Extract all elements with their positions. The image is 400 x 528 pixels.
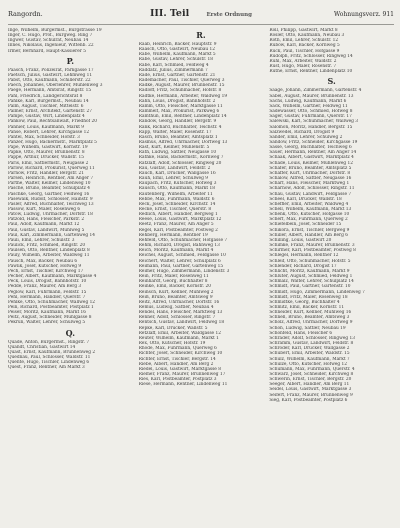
directory-entry: Ries, Karl, Postbeamter, Postplatz 3: [138, 377, 217, 383]
directory-entry: Rau, Gustav, Landwirt, Feldstr. 2: [138, 165, 211, 171]
directory-entry: Rentsch, Gustav, Landwirt, Feldweg 18: [138, 320, 225, 326]
directory-entry: Sager, Gustav, Fuhrmann, Querstr. 17: [269, 114, 352, 120]
directory-entry: Röll, Philipp, Gastwirt, Markt 8: [269, 28, 338, 33]
directory-entry: Rank, Richard, Buchhalter, Teichstr. 4: [138, 124, 222, 130]
directory-entry: Saage, Johann, Zimmermann, Gartenstr. 4: [269, 88, 362, 94]
directory-entry: Pahlke, Karl, Bürgermst., Neubau 14: [8, 98, 89, 104]
directory-entry: Richter, Ernst, Tischler, Bergstr. 14: [138, 356, 216, 362]
directory-entry: Sander, Emil, Lehrer, Schulweg 2: [269, 134, 343, 140]
directory-entry: Schiefelbein, Josef, Schneider 15: [269, 222, 342, 228]
directory-entry: Schilling, Louis, Gastwirt 20: [269, 237, 332, 243]
column-2: [139, 28, 264, 528]
directory-entry: Sabel, August, Maurer, Brunnenstr. 13: [269, 93, 354, 99]
directory-entry: Roth, Emil, Lehrer, Schulstr. 12: [269, 38, 339, 44]
directory-entry: Palmer, Ernst, Architekt, Gartenstr. 27: [8, 109, 93, 115]
directory-entry: Pätzold, Hans, Fleischer, Parkstr. 2: [8, 217, 85, 223]
directory-entry: Pecher, Albert, Kaufmann, Marktgasse 4: [8, 274, 97, 280]
directory-entry: Peitz, August, Schneider, Mühlgasse 8: [8, 315, 92, 321]
directory-entry: Rust, Hugo, Maler, Rosenstr. 7: [269, 64, 337, 70]
directory-entry: Parlow, Richard, Prokurist, Querweg 11: [8, 165, 95, 171]
directory-entry: Reinke, Emil, Bäcker, Kornstr. 20: [138, 284, 211, 290]
directory-entry: Pankow, Paul, Rechtsanwalt, Friedhof 20: [8, 119, 98, 125]
directory-entry: Rhode, Max, Fuhrmann, Querweg 6: [138, 346, 217, 352]
page-subtitle: Erste Ordnung: [206, 12, 253, 18]
directory-entry: Radloff, Fritz, Schuhmacher, Hofstr. 8: [138, 88, 222, 94]
directory-entry: Paege, Hermann, Amtsrat, Ringstr. 15: [8, 88, 92, 94]
directory-entry: Schmidt, Hugo, Zimmermann, Lindenweg 7: [269, 289, 365, 295]
directory-entry: Pehl, Hermann, Händler, Querstr. 7: [8, 294, 86, 300]
directory-entry: Riemer, Franz, Maurer, Brunnenweg 17: [138, 372, 226, 377]
directory-entry: Schlüter, August, Schmied, Feldweg 1: [269, 274, 353, 280]
directory-entry: Scharnow, Adolf, Schlosser, Ringstr. 11: [269, 186, 355, 192]
directory-entry: Schneider, Kurt, Kellner, Mühlweg 16: [269, 310, 352, 316]
directory-entry: Pasler, Alfred, Buchhalter, Teichweg 13: [8, 201, 94, 207]
directory-entry: Rauch, Karl, Drucker, Wallgasse 16: [138, 170, 216, 176]
directory-entry: Quade, Anton, Bürgermst., Ringstr. 7: [8, 339, 90, 345]
directory-entry: Schönfeld, Hans, Fleischer 6: [269, 330, 333, 336]
directory-entry: Pausch, Max, Bäcker, Neubau 6: [8, 258, 78, 264]
directory-entry: Rehberg, Hermann, Rentner 19: [138, 232, 208, 238]
directory-entry: Parsen, Heinrich, Rentner, Am Anger 7: [8, 176, 94, 182]
directory-entry: Raab, Heinrich, Bäcker, Hauptstr. 9: [138, 42, 217, 47]
directory-entry: Raasch, Otto, Gastwirt, Neubau 12: [138, 47, 216, 53]
directory-entry: Schikora, Ernst, Tischler, Bergweg 9: [269, 227, 350, 233]
directory-entry: Reich, Moritz, Kaufmann, Markt 4: [138, 248, 214, 254]
directory-entry: Reichert, Walter, Lehrer, Schulplatz 6: [138, 258, 221, 264]
directory-entry: Pape, Wilhelm, Gastwirt, Kornstr. 19: [8, 145, 88, 151]
directory-entry: Schmalz, Walter, Lehrer, Schulplatz 14: [269, 279, 354, 285]
directory-entry: Schmidtke, Georg, Buchhalter 4: [269, 299, 340, 305]
directory-entry: Schwarz, Josef, Schneider, Kirchweg 8: [269, 372, 354, 377]
directory-entry: Riese, Hermann, Rentner, Lindenweg 11: [138, 382, 228, 388]
directory-entry: Rasch, Bruno, Beamter, Amtsplatz 1: [138, 134, 218, 140]
directory-entry: Seeger, Albert, Händler, Am Berg 11: [269, 382, 350, 388]
directory-entry: Ruck, Paul, Tischler, Hofgasse 9: [269, 48, 340, 54]
directory-entry: Schade, Louis, Kellner, Mühlenweg 12: [269, 160, 354, 166]
directory-entry: Reimer, Hugo, Zimmermann, Lindenstr. 3: [138, 268, 230, 274]
directory-entry: Pasche, Bruno, Beamter, Schulplatz 4: [8, 186, 90, 192]
directory-entry: Palm, August, Tischler, Mittelstr. 6: [8, 103, 84, 109]
section-letter: Q.: [65, 327, 76, 338]
directory-entry: Ramm, Otto, Fleischer, Marktgasse 11: [138, 103, 223, 109]
directory-entry: Rein, Fritz, Maler, Rosenweg 11: [138, 274, 209, 280]
directory-entry: Parthe, Walter, Kellner, Lindenweg 10: [8, 181, 91, 187]
directory-entry: Paulick, Fritz, Schmied, Ringstr. 20: [8, 243, 86, 249]
directory-entry: Riedel, Louis, Gastwirt, Marktgasse 8: [138, 366, 221, 372]
directory-entry: Schulze, Otto, Kutscher, Hofweg 12: [269, 361, 348, 367]
directory-entry: Irmer, Bernhard, Haupt-Kassierer 5: [8, 48, 86, 54]
directory-entry: Rehm, Richard, Drogist, Bahnweg 13: [138, 243, 220, 249]
directory-entry: Rauh, Emil, Lehrer, Schulweg 9: [138, 176, 208, 182]
directory-entry: Paasch, Franz, Polizeirat, Parkgasse 17: [8, 67, 94, 73]
directory-entry: Sadewasser, Otto, Schmied, Hofweg 8: [269, 109, 353, 115]
directory-entry: Sauer, Hermann, Rentner, Am Anger 14: [269, 150, 357, 156]
directory-entry: Rabe, Gustav, Lehrer, Schulstr. 18: [138, 57, 213, 63]
directory-entry: Rahn, Louis, Drogist, Bahnhofstr. 2: [138, 98, 216, 104]
directory-entry: Pawlik, Josef, Kutscher, Hofweg 9: [8, 263, 82, 269]
directory-entry: Pein, Richard, Postbeamter, Postplatz 1: [8, 304, 94, 310]
directory-entry: Schulz, Wilhelm, Kaufmann, Markt 7: [269, 356, 350, 362]
directory-entry: Reetz, Franz, Maurer, Am Anger 5: [138, 222, 214, 228]
directory-entry: Pasewalk, Rudolf, Schlosser, Hainstr. 9: [8, 196, 93, 202]
directory-entry: Rasmus, Alfred, Uhrmacher, Dorfweg 13: [138, 139, 228, 145]
directory-entry: Pantel, Max, Schneider, Hofstr. 3: [8, 134, 80, 140]
directory-entry: Ruthe, Ernst, Rentner, Lindenplatz 10: [269, 69, 353, 75]
directory-entry: Passow, Kurt, Maler, Rosenweg 6: [8, 207, 81, 212]
directory-entry: Peck, Louis, Drogist, Bahnhofstr. 10: [8, 279, 87, 285]
directory-entry: Ratzlaff, Adolf, Schlosser, Ringweg 20: [138, 160, 222, 166]
header-right: Wohnungsverz. 911: [334, 11, 395, 18]
directory-entry: Paul, Karl, Zimmermann, Gartenweg 14: [8, 232, 95, 238]
directory-entry: Rausch, Otto, Kaufmann, Markt 18: [138, 186, 215, 192]
directory-entry: Reinsch, Kurt, Kellner, Mühlweg 2: [138, 289, 214, 295]
directory-entry: Paul, Gustav, Landwirt, Mühlweg 5: [8, 227, 85, 233]
directory-entry: Rast, Kurt, Kellner, Mühlenstr. 5: [138, 145, 210, 151]
directory-entry: Peglow, Karl, Fuhrmann, Feldstr. 15: [8, 289, 87, 295]
directory-entry: Pedde, Franz, Maurer, Am Berg 3: [8, 284, 82, 290]
directory-entry: Pekrun, Walter, Lehrer, Schulweg 5: [8, 320, 86, 326]
directory-entry: Salzwedel, Richard, Drogist 9: [269, 129, 335, 135]
directory-entry: Reichel, August, Schmied, Feldgasse 10: [138, 253, 226, 259]
directory-entry: Schön, Ludwig, Sattler, Neubau 19: [269, 325, 346, 331]
directory-entry: Quednau, Paul, Schlosser, Waldstr. 11: [8, 355, 91, 361]
directory-entry: Quest, Franz, Rentner, Am Markt 3: [8, 365, 85, 371]
header-left: Rangordn.: [8, 10, 43, 18]
directory-entry: Reiß, Bruno, Beamter, Amtsweg 9: [138, 294, 213, 300]
directory-entry: Schell, Wilhelm, Kaufmann, Markt 13: [269, 207, 352, 212]
directory-entry: Ramthun, Emil, Rentner, Lindenplatz 14: [138, 114, 227, 120]
directory-entry: Retzlaff, Emil, Arbeiter, Waldgasse 12: [138, 330, 221, 336]
directory-entry: Innes, Nikolaus, Ingenieur, Wittenb. 22: [8, 43, 94, 49]
directory-entry: Rabe, Wilhelm, Kaufmann, Markt 5: [138, 52, 216, 58]
directory-entry: Schimke, Franz, Maurer, Brunnenstr. 3: [269, 243, 355, 249]
directory-entry: Quente, Hugo, Tischler, Lindenweg 6: [8, 360, 90, 366]
directory-entry: Schlender, Richard, Drogist 17: [269, 263, 337, 269]
directory-entry: Quast, Ernst, Kaufmann, Brunnenweg 2: [8, 349, 96, 355]
directory-entry: Raddatz, Julius, Zimmermann 7: [138, 67, 208, 73]
directory-entry: Redlich, Albert, Händler, Bergweg 1: [138, 212, 218, 218]
directory-entry: Rammelt, Max, Prokurist, Parkweg 6: [138, 109, 220, 115]
directory-entry: Reck, Josef, Schneider, Kirchstr. 14: [138, 201, 216, 207]
directory-entry: Rubow, Karl, Bäcker, Kornweg 5: [269, 43, 340, 49]
directory-entry: Schaak, Albert, Gastwirt, Marktplatz 4: [269, 155, 354, 161]
directory-entry: Scharf, Hans, Fleischer, Marktweg 1: [269, 181, 350, 187]
directory-entry: Seidel, Louis, Gastwirt, Marktgasse 3: [269, 387, 352, 393]
directory-entry: Radtke, Hermann, Arbeiter, Waldweg 19: [138, 93, 228, 99]
directory-entry: Schubert, Emil, Arbeiter, Waldstr. 15: [269, 351, 350, 357]
directory-entry: Rade, Ernst, Gärtner, Gartenstr. 21: [138, 72, 216, 78]
directory-entry: Inge, Wilhelm, Bürgermst., Burgstrasse 19: [8, 28, 102, 33]
directory-entry: Pauli, Emil, Lehrer, Schulstr. 3: [8, 237, 75, 243]
directory-entry: Paul, Adolf, Kaufmann, Markt 12: [8, 222, 80, 228]
directory-entry: Schalow, Alfred, Sattler, Neugasse 16: [269, 176, 352, 182]
directory-entry: Rendel, Hans, Fleischer, Marktweg 13: [138, 310, 223, 316]
directory-entry: Radke, August, Maurer, Brunnenstr. 15: [138, 83, 225, 89]
directory-entry: Pannier, Louis, Kaufmann, Markt 9: [8, 124, 85, 130]
directory-entry: Paech, Johannes, Oberlehrer, Mühlenweg 3: [8, 83, 103, 89]
directory-entry: Reinhardt, Georg, Buchhalter 8: [138, 279, 208, 285]
directory-entry: Paetsch, Julius, Gastwirt, Lehmweg 11: [8, 72, 93, 78]
directory-entry: Rademacher, Paul, Tischler, Querweg 3: [138, 78, 225, 84]
directory-entry: Reuter, Wilhelm, Kaufmann, Markt 1: [138, 335, 219, 341]
directory-entry: Rühl, Max, Arbeiter, Waldstr. 2: [269, 58, 337, 64]
directory-entry: Pabst, Otto, Kaufmann, Schillerstr. 22: [8, 78, 91, 84]
directory-entry: Schnell, Bruno, Beamter, Amtsweg 3: [269, 315, 350, 321]
directory-entry: Scheel, Karl, Drucker, Wallstr. 18: [269, 196, 342, 202]
directory-entry: Rabe, Karl, Schmied, Feldweg 4: [138, 62, 209, 68]
directory-entry: Sack, Wilhelm, Gärtner, Feldweg 11: [269, 103, 348, 109]
directory-entry: Rebbe, Max, Fuhrmann, Waldstr. 6: [138, 196, 215, 202]
directory-entry: Schlicht, Moritz, Kaufmann, Markt 9: [269, 268, 350, 274]
directory-entry: Salomon, Moritz, Händler, Bergstr. 15: [269, 124, 353, 130]
directory-entry: Peiser, Moritz, Kaufmann, Markt 16: [8, 310, 87, 316]
directory-entry: Schau, Gustav, Landwirt, Feldgasse 7: [269, 191, 352, 197]
directory-entry: Pauly, Wilhelm, Arbeiter, Waldweg 11: [8, 253, 90, 259]
directory-entry: Pampe, Gustav, Wirt, Lindenplatz 4: [8, 114, 85, 120]
directory-entry: Rautenberg, Wilhelm, Arbeiter 11: [138, 191, 213, 197]
directory-entry: Schenk, Otto, Kutscher, Hofgasse 10: [269, 212, 350, 218]
directory-entry: Pätow, Ludwig, Uhrmacher, Dorfstr. 18: [8, 212, 93, 218]
column-1: [8, 28, 133, 528]
directory-entry: Schröder, Karl, Drucker, Wallgasse 2: [269, 346, 350, 352]
directory-entry: Inger, C. Hugo, Prof., Burgweg. Ring 7: [8, 33, 93, 39]
directory-entry: Rathke, Hans, Bäckermstr., Kornweg 7: [138, 155, 224, 161]
directory-entry: Raupach, Fritz, Kutscher, Hofweg 3: [138, 181, 217, 187]
directory-entry: Paris, Emil, Sattlermstr., Neugasse 2: [8, 160, 89, 166]
directory-entry: Schmitz, Emil, Bäcker, Kornstr. 11: [269, 304, 345, 310]
directory-entry: Paulsen, Otto, Rentner, Lindenplatz 8: [8, 248, 90, 254]
directory-entry: Reitz, Alfred, Uhrmacher, Dorfstr. 16: [138, 299, 220, 305]
directory-entry: Rex, Otto, Kutscher, Hofstr. 19: [138, 341, 206, 347]
directory-entry: Schmidt, Paul, Gärtner, Gartenstr. 10: [269, 284, 351, 290]
directory-entry: Panse, Robert, Lehrer, Kirchgasse 12: [8, 129, 90, 135]
directory-entry: Rudolph, Fritz, Schlosser, Ringweg 14: [269, 53, 353, 59]
directory-entry: Papke, Otto, Maurer, Brunnenstr. 8: [8, 150, 85, 156]
directory-entry: Schramm, Gustav, Landwirt, Feldstr. 8: [269, 341, 354, 347]
directory-entry: Schumann, Max, Fuhrmann, Querstr. 4: [269, 366, 355, 372]
directory-entry: Paschke, Georg, Gärtner, Feldweg 16: [8, 191, 90, 197]
section-letter: R.: [196, 30, 206, 40]
directory-entry: Riebe, Albert, Händler, Am Berg 2: [138, 361, 214, 367]
directory-entry: Sachs, Ludwig, Kaufmann, Markt 6: [269, 98, 347, 104]
directory-entry: Sasse, Georg, Buchhalter, Teichweg 6: [269, 145, 352, 151]
directory-entry: Rösler, Otto, Kaufmann, Neubau 3: [269, 33, 345, 39]
directory-entry: Schleif, Otto, Schuhmacher, Hofstr. 5: [269, 258, 351, 264]
section-letter: P.: [66, 55, 75, 66]
directory-entry: Pech, Ernst, Tischler, Kirchweg 17: [8, 268, 84, 274]
directory-entry: Pappe, Arthur, Drucker, Wallstr. 15: [8, 155, 84, 161]
directory-entry: Reese, Louis, Gastwirt, Marktplatz 12: [138, 217, 222, 223]
directory-entry: Scherf, Max, Fuhrmann, Querweg 2: [269, 217, 348, 223]
header-center: [137, 8, 266, 19]
directory-entry: Schlegel, Hermann, Rentner 12: [269, 253, 339, 259]
page-title: III. Teil: [149, 8, 190, 19]
directory-entry: Richter, Josef, Schneider, Kirchweg 10: [138, 351, 223, 357]
directory-entry: Reimann, Paul, Gärtner, Gartenweg 15: [138, 263, 224, 269]
directory-entry: Salewski, Karl, Schuhmacher, Wallweg 3: [269, 119, 359, 125]
directory-entry: Schiller, Albert, Händler, Am Berg 6: [269, 232, 348, 238]
directory-entry: Sandow, Fritz, Schneider, Kirchgasse 19: [269, 139, 358, 145]
directory-entry: Rath, Ludwig, Sattler, Neugasse 10: [138, 150, 217, 156]
directory-entry: Schaffer, Kurt, Uhrmacher, Dorfstr. 8: [269, 170, 351, 176]
directory-entry: Panzer, Hugo, Bäckermstr., Marktplatz 5: [8, 139, 97, 145]
directory-entry: Ingwer, Gustav, Schulrat, Neubau 14: [8, 38, 89, 44]
directory-entry: Scholz, Alfred, Uhrmacher, Dorfweg 9: [269, 320, 353, 326]
directory-entry: Schmidt, Fritz, Maler, Rosenweg 18: [269, 294, 348, 300]
directory-entry: Recke, Ernst, Tischler, Querstr. 8: [138, 207, 212, 212]
directory-entry: Regel, Karl, Postbeamter, Postweg 2: [138, 227, 218, 233]
directory-entry: Schwerin, Ernst, Tischler, Bergstr. 20: [269, 377, 352, 383]
directory-entry: Schäfer, Bruno, Beamter, Amtsplatz 5: [269, 165, 352, 171]
section-letter: S.: [327, 76, 336, 87]
directory-entry: Seifert, Franz, Maurer, Brunnenweg 9: [269, 392, 353, 398]
directory-entry: Renner, Adolf, Schlosser, Ringstr. 7: [138, 315, 216, 321]
directory-entry: Repke, Karl, Drucker, Wallstr. 5: [138, 325, 208, 331]
directory-entry: Pehlke, Otto, Schuhmacher, Wallweg 12: [8, 299, 96, 305]
directory-entry: Pahl, Friedrich, Landgerichtsrat 8: [8, 93, 83, 99]
columns: [8, 28, 394, 528]
directory-entry: Sieg, Karl, Postbeamter, Postplatz 6: [269, 397, 348, 403]
directory-entry: Parnow, Fritz, Händler, Bergstr. 21: [8, 170, 84, 176]
directory-entry: Quandt, Christian, Gastwirt 14: [8, 344, 76, 350]
directory-entry: Remus, Ludwig, Sattler, Neubau 4: [138, 304, 214, 310]
page-header: [8, 8, 394, 25]
directory-entry: Schirmer, Karl, Postbeamter, Postweg 8: [269, 248, 356, 254]
directory-entry: Scheffler, Emil, Arbeiter, Waldweg 4: [269, 201, 349, 207]
directory-entry: Randow, Georg, Händler, Bergstr. 9: [138, 119, 217, 125]
directory-entry: Rehfeld, Otto, Schuhmacher, Hofgasse 7: [138, 237, 228, 243]
directory-entry: Schrader, Adolf, Schlosser, Ringweg 13: [269, 335, 355, 341]
column-3: [269, 28, 394, 528]
directory-entry: Rapp, Walter, Maler, Rosenstr. 17: [138, 129, 212, 135]
